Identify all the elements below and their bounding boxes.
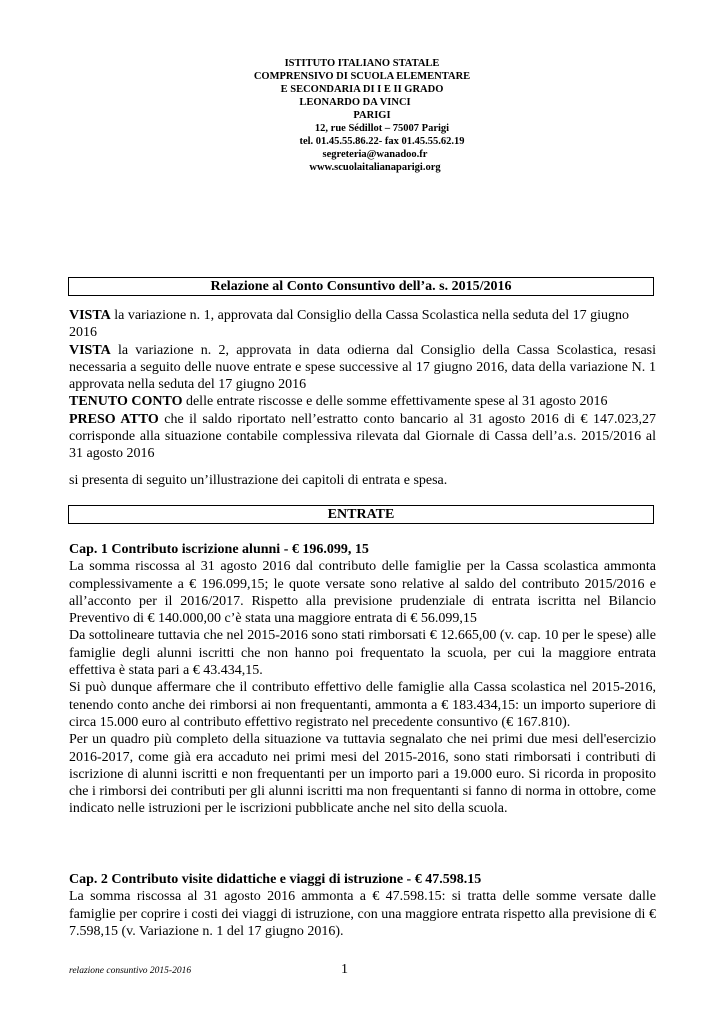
intro-sentence: si presenta di seguito un’illustrazione dei capitoli di entrata e spesa. — [69, 473, 448, 488]
cap2-heading: Cap. 2 Contributo visite didattiche e viaggi di istruzione - € 47.598.15 — [69, 872, 482, 887]
cap1-heading: Cap. 1 Contributo iscrizione alunni - € 196.099, 15 — [69, 542, 369, 557]
section-title-entrate: ENTRATE — [68, 505, 654, 524]
preamble — [69, 307, 656, 463]
letterhead-line: COMPRENSIVO DI SCUOLA ELEMENTARE — [253, 71, 471, 82]
preamble-lead: VISTA — [69, 308, 111, 323]
cap1-paragraph: Per un quadro più completo della situazione va tuttavia segnalato che nei primi due mesi dell'esercizio 2016-2017, come già era accaduto nei primi mesi del 2015-2016, sono stati rimborsati i contributi di iscrizione di alunni iscritti e non frequentanti per un importo pari a 19.000 euro. Si ricorda in proposito che i rimborsi dei contributi per gli alunni iscritti ma non frequentanti si fanno di norma in ottobre, come indicato nelle istruzioni per le iscrizioni pubblicate anche nel sito della scuola. — [69, 732, 656, 817]
cap1-section — [69, 541, 656, 818]
preamble-item — [69, 393, 656, 410]
preamble-item — [69, 342, 656, 394]
preamble-lead: PRESO ATTO — [69, 411, 159, 427]
page-number: 1 — [341, 962, 348, 977]
cap1-paragraph: Si può dunque affermare che il contributo effettivo delle famiglie alla Cassa scolastica nel 2015-2016, tenendo conto anche dei rimborsi ai non frequentanti, ammonta a € 183.434,15: un importo superiore di circa 15.000 euro al contributo effettivo registrato nel precedente consuntivo (€ 167.810). — [69, 680, 656, 730]
cap2-section — [69, 871, 656, 940]
cap1-paragraph: La somma riscossa al 31 agosto 2016 dal contributo delle famiglie per la Cassa scolastica ammonta complessivamente a € 196.099,15; le quote versate sono relative al saldo del contributo 2015/2016 e all’acconto per il 2016/2017. Rispetto alla previsione prudenziale di entrata iscritta nel Bilancio Preventivo di € 140.000,00 c’è stata una maggiore entrata di € 56.099,15 — [69, 559, 656, 627]
letterhead-line: E SECONDARIA DI I E II GRADO — [280, 84, 444, 95]
preamble-text: la variazione n. 2, approvata in data odierna dal Consiglio della Cassa Scolastica, resasi necessaria a seguito delle nuove entrate e spese successive al 17 giugno 2016, data della variazione N. 1 approvata nella seduta del 17 giugno 2016 — [69, 342, 656, 393]
school-website: www.scuolaitalianaparigi.org — [309, 162, 441, 173]
cap1-paragraph: Da sottolineare tuttavia che nel 2015-2016 sono stati rimborsati € 12.665,00 (v. cap. 10 per le spese) alle famiglie degli alunni iscritti che non hanno poi frequentato la scuola, per cui la maggiore entrata effettiva è stata pari a € 43.434,15. — [69, 628, 656, 679]
letterhead-line: ISTITUTO ITALIANO STATALE — [284, 58, 440, 69]
school-letterhead — [0, 57, 724, 174]
preamble-lead: TENUTO CONTO — [69, 394, 183, 410]
preamble-lead: VISTA — [69, 342, 111, 358]
school-email: segreteria@wanadoo.fr — [322, 149, 428, 160]
cap2-paragraph: La somma riscossa al 31 agosto 2016 ammonta a € 47.598.15: si tratta delle somme versate dalle famiglie per coprire i costi dei viaggi di istruzione, con una maggiore entrata rispetto alla previsione di € 7.598,15 (v. Variazione n. 1 del 17 giugno 2016). — [69, 889, 656, 939]
preamble-text: la variazione n. 1, approvata dal Consiglio della Cassa Scolastica nella seduta del 17 giugno 2016 — [69, 308, 630, 341]
preamble-item — [69, 307, 656, 342]
footer-doc-name: relazione consuntivo 2015-2016 — [69, 966, 192, 976]
preamble-text: delle entrate riscosse e delle somme effettivamente spese al 31 agosto 2016 — [182, 394, 608, 410]
preamble-item — [69, 411, 656, 463]
preamble-text: che il saldo riportato nell’estratto conto bancario al 31 agosto 2016 di € 147.023,27 corrisponde alla situazione contabile complessiva rilevata dal Giornale di Cassa dell’a.s. 2015/2016 al 31 agosto 2016 — [69, 411, 656, 462]
letterhead-line: PARIGI — [353, 110, 391, 121]
letterhead-line: LEONARDO DA VINCI — [299, 97, 411, 108]
report-title: Relazione al Conto Consuntivo dell’a. s. 2015/2016 — [68, 277, 654, 296]
school-address: 12, rue Sédillot – 75007 Parigi — [314, 123, 450, 134]
school-phone-fax: tel. 01.45.55.86.22- fax 01.45.55.62.19 — [299, 136, 465, 147]
